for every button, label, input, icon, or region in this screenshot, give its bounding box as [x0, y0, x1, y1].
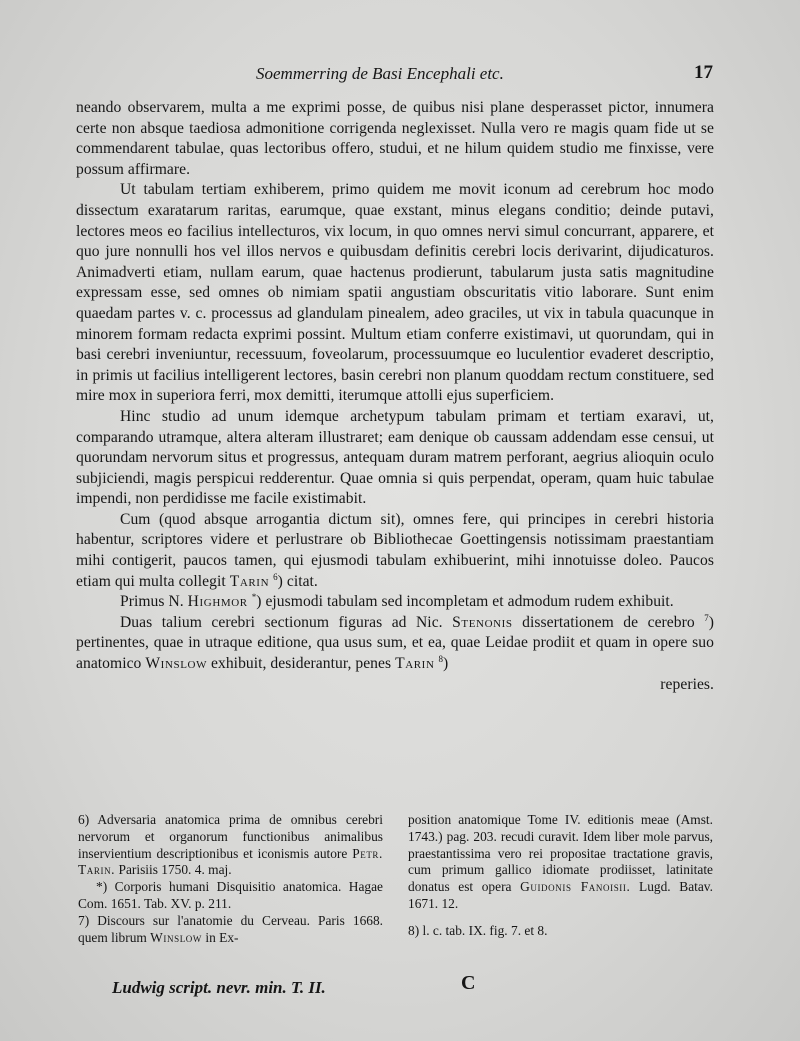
author-name: Guidonis Fanoisii. [520, 879, 631, 895]
paragraph-4-text: Cum (quod absque arrogantia dictum sit), omnes fere, qui principes in cerebri historia habentur, scriptores videre et perlustrare ob Bibliothecae Goettingensis notissimam praestantiam mihi contigerit, paucos tamen, qui ejusmodi tabulam exhibuerint, mihi innotuisse doleo. Paucos etiam qui multa collegit [76, 510, 714, 590]
page-number: 17 [694, 62, 713, 83]
paragraph-3: Hinc studio ad unum idemque archetypum tabulam primam et tertiam exaravi, ut, comparando utramque, altera alteram illustraret; eam denique ob caussam addendam esse censui, ut quorundam nervorum situs et progressus, antequam duram matrem perforant, aegrius alioquin oculo subjiciendi, magis perspicui redderentur. Quae omnia si quis perpendat, operam, quam huic tabulae impendi, non perdidisse me facile existimabit. [76, 407, 714, 508]
footnote-7-continued [408, 812, 713, 913]
author-name: Tarin [229, 572, 270, 590]
paragraph-6-mid2: pertinentes, quae in utraque editione, qua usus sum, et ea, quae Leidae prodiit et quam in opere suo anatomico [76, 634, 714, 673]
paragraph-5: Primus N. Highmor *) ejusmodi tabulam sed incompletam et admodum rudem exhibuit. [120, 592, 674, 611]
paragraph-6-mid1: dissertationem de cerebro [522, 613, 695, 631]
author-name: Tarin [395, 655, 435, 673]
footnote-7-text: 7) Discours sur l'anatomie du Cerveau. Paris 1668. quem librum [78, 912, 383, 945]
signature-mark: C [461, 972, 476, 994]
author-name: Petr. Tarin. [78, 845, 383, 878]
footnote-ref: 6 [273, 571, 278, 582]
footnote-7-cont-text: position anatomique Tome IV. editionis meae (Amst. 1743.) pag. 203. recudi curavit. Idem liber mole parvus, praestantissima vero rei propositae tractatione gravis, cum primum gallico idiomate prodiisset, latinitate donatus est opera [408, 812, 713, 895]
paragraph-2: Ut tabulam tertiam exhiberem, primo quidem me movit iconum ad cerebrum hoc modo dissectum exaratarum raritas, earumque, quae exstant, minus elegans conditio; deinde putavi, lectores meos eo facilius intellecturos, vix locum, in quo omnes nervi simul concurrant, apparere, et quo jure nonnulli hos vel illos nervos e quibusdam definitis cerebri locis derivarint, dijudicaturos. Animadverti etiam, nullam earum, quae hactenus prodierunt, tabularum justa satis magnitudine expressam esse, sed omnes ob nimiam spatii angustiam obscuritatis vitio laborare. Sunt enim quaedam partes v. c. processus ad glandulam pinealem, adeo graciles, ut vix in tabula quacunque in minorem formam redacta exprimi possint. Multum etiam conferre existimavi, ut quorundam, qui in basi cerebri inveniuntur, recessuum, foveolarum, processuumque eo luculentior evaderet descriptio, in primis ut facilius intelligerent lectores, basin cerebri non planum quoddam rectum constituere, sed mire mox in superiora ferri, mox demitti, iterumque attolli ejus superficiem. [76, 181, 714, 405]
footnote-star: *) Corporis humani Disquisitio anatomica. Hagae Com. 1651. Tab. XV. p. 211. [78, 879, 383, 911]
footnotes-left-column [78, 812, 383, 946]
paragraph-5-before: Primus N. [120, 593, 184, 611]
paragraph-6: Duas talium cerebri sectionum figuras ad Nic. Stenonis dissertationem de cerebro $^7$) pertinentes, quae in utraque editione, qua usus sum, et ea, quae Leidae prodiit et quam in opere suo anatomico Winslow exhibuit, desiderantur, penes Tarin $^8$) [76, 612, 715, 673]
footnote-8: 8) l. c. tab. IX. fig. 7. et 8. [408, 922, 548, 938]
paragraph-4: Cum (quod absque arrogantia dictum sit), omnes fere, qui principes in cerebri historia habentur, scriptores videre et perlustrare ob Bibliothecae Goettingensis notissimam praestantiam mihi contigerit, paucos tamen, qui ejusmodi tabulam exhibuerint, mihi innotuisse doleo. Paucos etiam qui multa collegit Tarin $^6$) citat. [76, 510, 714, 590]
author-name: Winslow [145, 655, 208, 673]
last-line: reperies. [660, 675, 714, 693]
footnote-7 [78, 913, 383, 947]
paragraph-6-mid3: exhibuit, desiderantur, penes [211, 655, 392, 673]
footnote-6-post: Parisiis 1750. 4. maj. [118, 862, 232, 878]
running-head [78, 64, 713, 86]
footnote-6 [78, 812, 383, 879]
main-text [76, 98, 714, 695]
footnote-7-cont-post: Lugd. Batav. 1671. 12. [408, 879, 713, 911]
footnote-7-post: in Ex- [205, 929, 239, 945]
author-name: Winslow [150, 929, 203, 945]
footnotes-right-column [408, 812, 713, 940]
footnote-6-text: 6) Adversaria anatomica prima de omnibus cerebri nervorum et organorum functionibus animalibus inservientium descriptionibus et iconismis autore [78, 812, 383, 861]
paragraph-1: neando observarem, multa a me exprimi posse, de quibus nisi plane desperasset pictor, innumera certe non absque taediosa admonitione corrigenda neglexisset. Nulla vero re magis quam fide ut se commendarent tabulae, quas lectoribus offero, studui, et ne hilum quidem studio me finxisse, vere possum affirmare. [76, 99, 714, 178]
paragraph-5-after: ejusmodi tabulam sed incompletam et admodum rudem exhibuit. [265, 593, 674, 611]
running-title: Soemmerring de Basi Encephali etc. [256, 64, 504, 83]
footnote-ref: * [251, 592, 257, 603]
paragraph-4-tail: citat. [286, 572, 318, 590]
author-name: Highmor [187, 593, 248, 611]
author-name: Stenonis [452, 613, 513, 631]
signature-line: Ludwig script. nevr. min. T. II. [112, 978, 326, 997]
footnote-ref: 8 [438, 653, 444, 664]
paragraph-6-before: Duas talium cerebri sectionum figuras ad Nic. [120, 613, 443, 631]
footnote-ref: 7 [704, 612, 709, 623]
